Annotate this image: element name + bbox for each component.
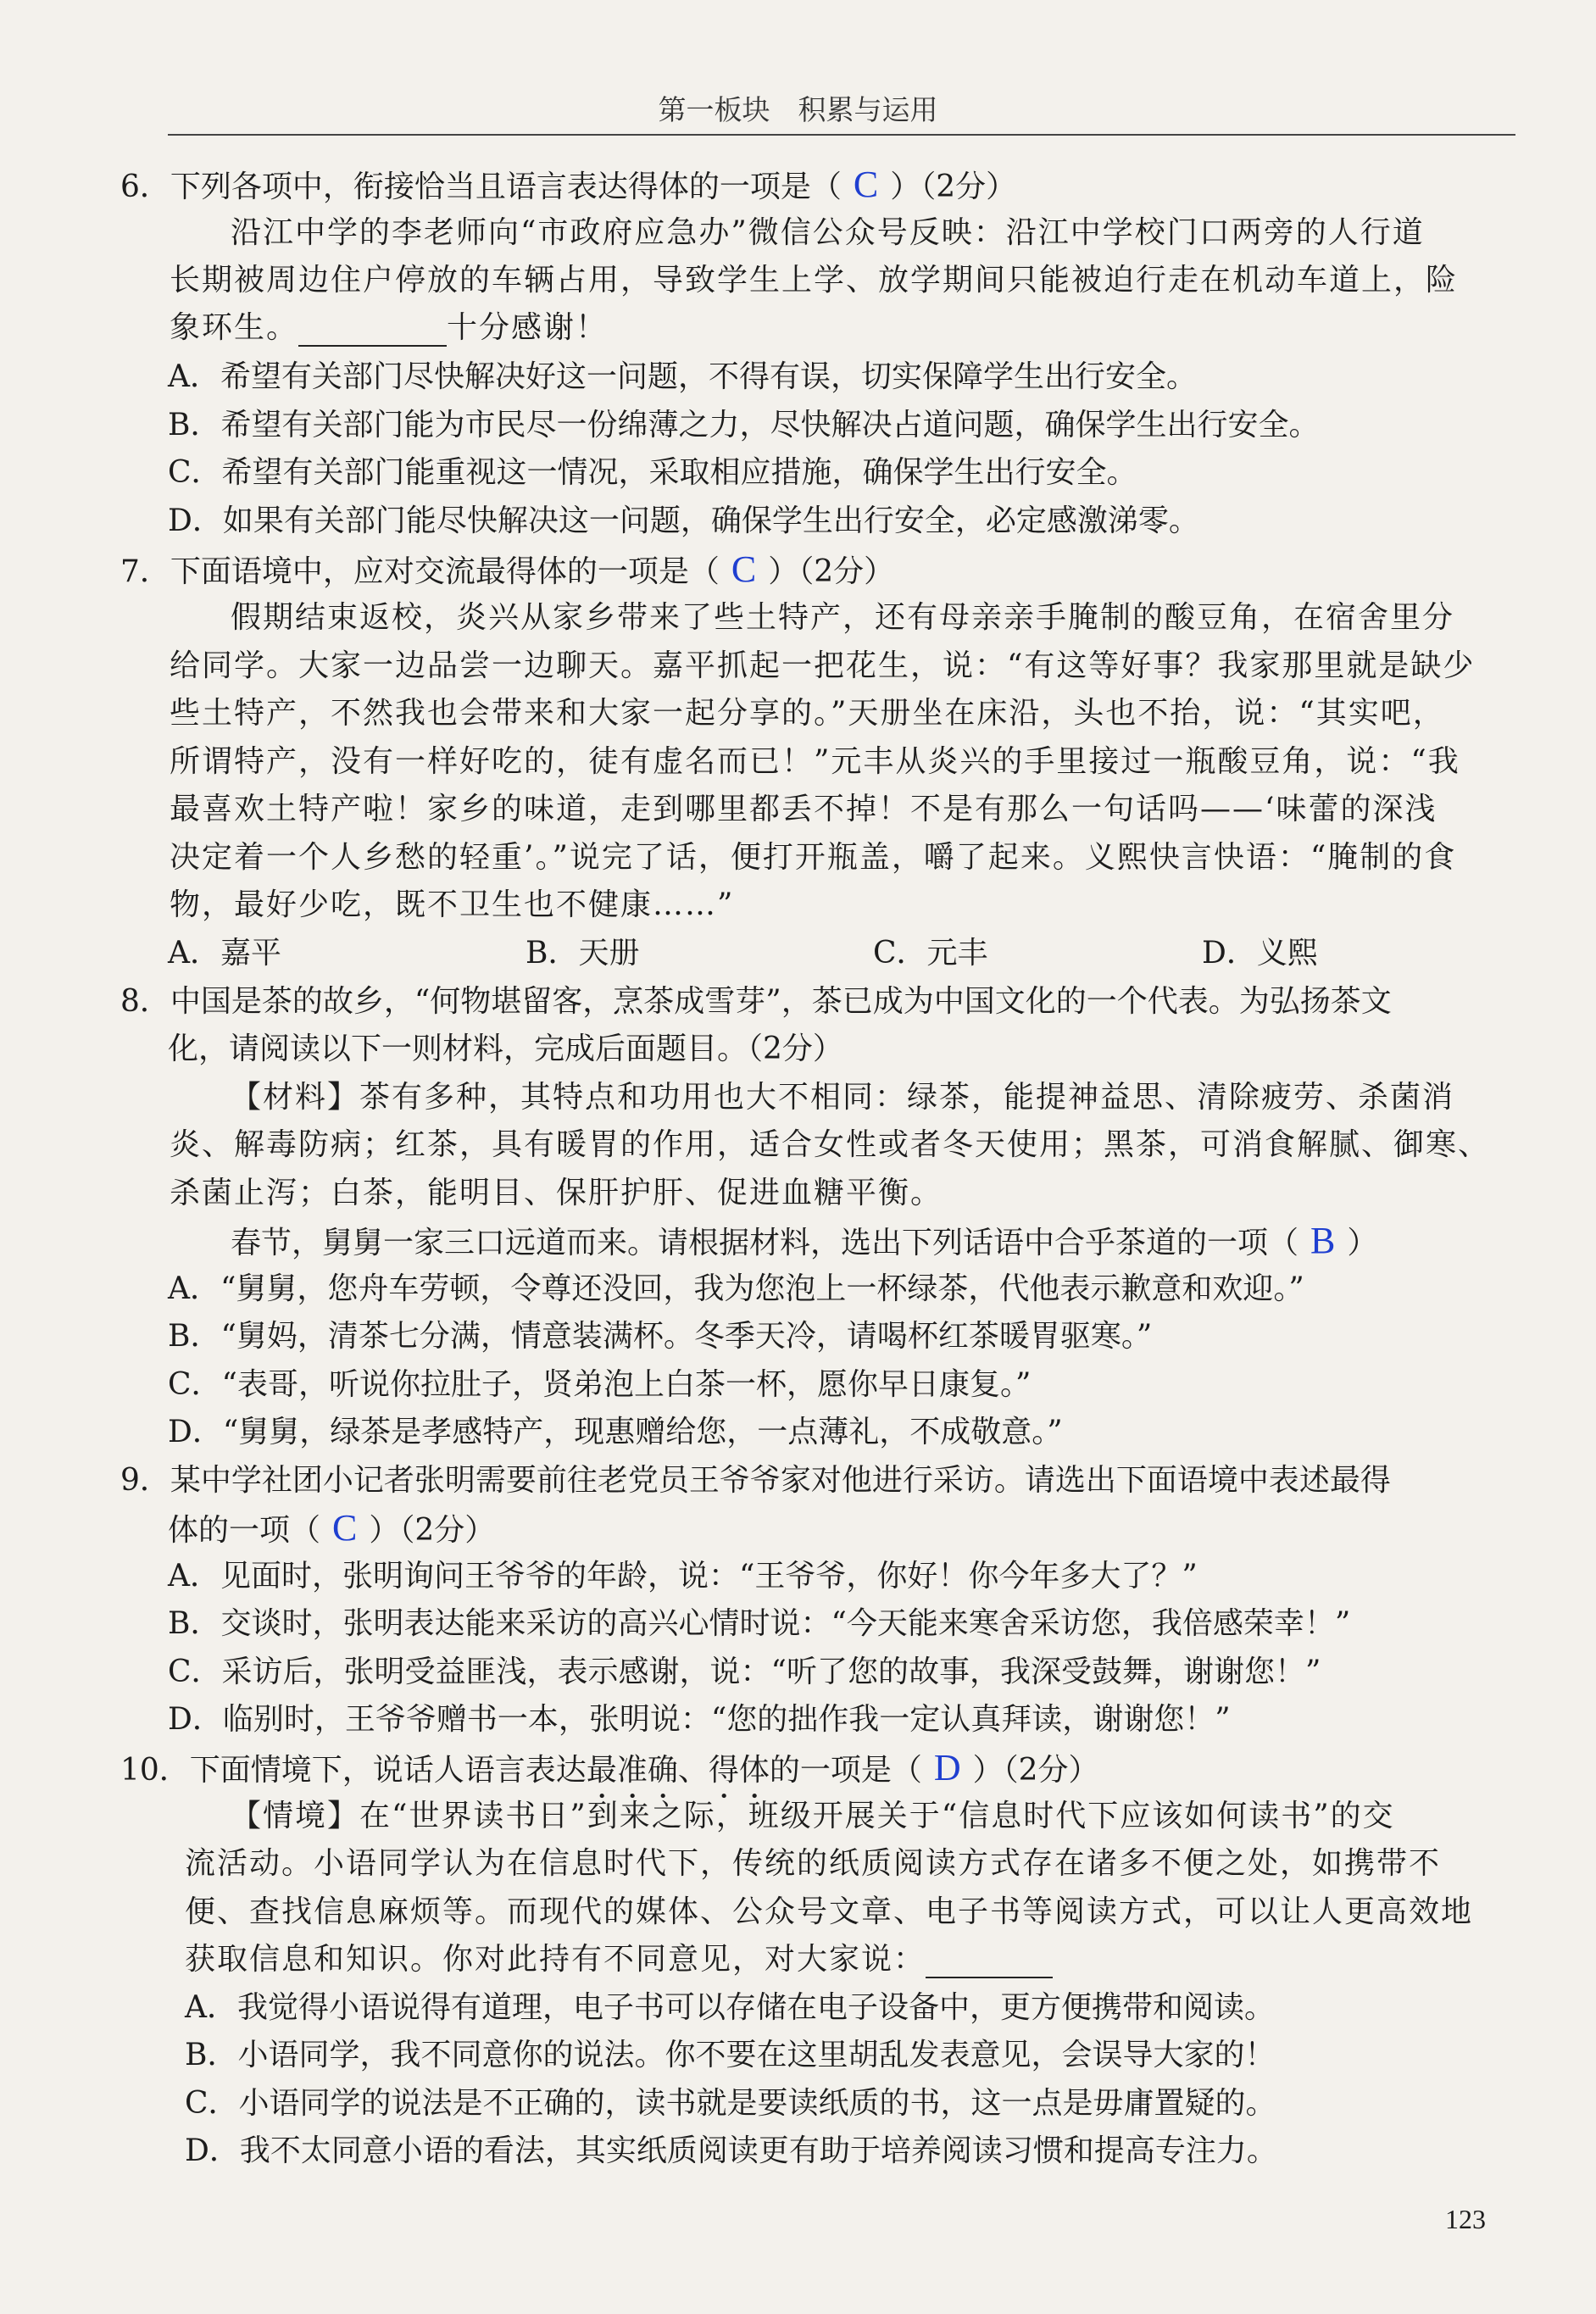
q8-option-c: C．“表哥，听说你拉肚子，贤弟泡上白茶一杯，愿你早日康复。” (168, 1367, 1032, 1402)
q9-stem-line-2 (168, 1507, 496, 1549)
q7-stem-text: 7．下面语境中，应对交流最得体的一项是（ (120, 554, 720, 589)
q9-option-b: B．交谈时，张明表达能来采访的高兴心情时说：“今天能来寒舍采访您，我倍感荣幸！” (168, 1606, 1351, 1641)
q6-material-line-3b: 十分感谢！ (447, 310, 609, 345)
q6-material-line-1: 沿江中学的李老师向“市政府应急办”微信公众号反映：沿江中学校门口两旁的人行道 (231, 215, 1425, 250)
q6-score: ）（2分） (890, 170, 1017, 204)
q7-material-line-1: 假期结束返校，炎兴从家乡带来了些土特产，还有母亲亲手腌制的酸豆角，在宿舍里分 (231, 600, 1455, 635)
q7-material-line-2: 给同学。大家一边品尝一边聊天。嘉平抓起一把花生，说：“有这等好事？我家那里就是缺少 (170, 648, 1476, 683)
q10-option-b: B．小语同学，我不同意你的说法。你不要在这里胡乱发表意见，会误导大家的！ (185, 2038, 1276, 2072)
q6-answer: C (853, 164, 879, 205)
q7-material-line-7: 物，最好少吃，既不卫生也不健康……” (170, 887, 735, 922)
page-number: 123 (1445, 2204, 1486, 2234)
q6-stem (120, 166, 1016, 206)
q10-emphasis-1: 最准确 (586, 1753, 678, 1788)
q8-option-b: B．“舅妈，清茶七分满，情意装满杯。冬季天冷，请喝杯红茶暖胃驱寒。” (168, 1319, 1153, 1354)
q10-material-line-2: 流活动。小语同学认为在信息时代下，传统的纸质阅读方式存在诸多不便之处，如携带不 (185, 1846, 1442, 1881)
q8-question-text: 春节，舅舅一家三口远道而来。请根据材料，选出下列话语中合乎茶道的一项（ (231, 1226, 1299, 1260)
q6-option-a: A．希望有关部门尽快解决好这一问题，不得有误，切实保障学生出行安全。 (168, 359, 1197, 394)
q8-question-end: ） (1347, 1226, 1378, 1260)
q7-material-line-5: 最喜欢土特产啦！家乡的味道，走到哪里都丢不掉！不是有那么一句话吗——‘味蕾的深浅 (170, 792, 1438, 826)
q7-option-d: D．义熙 (1202, 936, 1318, 971)
q8-material-line-3: 杀菌止泻；白茶，能明目、保肝护肝、促进血糖平衡。 (170, 1176, 943, 1210)
q9-stem-text: 体的一项（ (168, 1513, 321, 1548)
q7-score: ）（2分） (768, 554, 895, 589)
q9-option-a: A．见面时，张明询问王爷爷的年龄，说：“王爷爷，你好！你今年多大了？” (168, 1559, 1198, 1594)
q9-answer: C (332, 1507, 358, 1549)
q10-material-line-4-text: 获取信息和知识。你对此持有不同意见，对大家说： (185, 1942, 926, 1977)
q9-option-d: D．临别时，王爷爷赠书一本，张明说：“您的拙作我一定认真拜读，谢谢您！” (168, 1702, 1231, 1737)
q10-option-a: A．我觉得小语说得有道理，电子书可以存储在电子设备中，更方便携带和阅读。 (185, 1990, 1275, 2025)
q10-score: ）（2分） (972, 1753, 1099, 1788)
q7-answer: C (731, 548, 757, 590)
q10-stem-pre: 10．下面情境下，说话人语言表达 (120, 1753, 587, 1788)
q10-material-line-4 (185, 1941, 1053, 1978)
q10-option-d: D．我不太同意小语的看法，其实纸质阅读更有助于培养阅读习惯和提高专注力。 (185, 2133, 1277, 2168)
q6-option-b: B．希望有关部门能为市民尽一份绵薄之力，尽快解决占道问题，确保学生出行安全。 (168, 408, 1320, 442)
q7-stem (120, 548, 895, 591)
q10-material-line-1: 【情境】在“世界读书日”到来之际，班级开展关于“信息时代下应该如何读书”的交 (231, 1799, 1395, 1833)
q6-material-line-3a: 象环生。 (170, 310, 299, 345)
q10-option-c: C．小语同学的说法是不正确的，读书就是要读纸质的书，这一点是毋庸置疑的。 (185, 2086, 1276, 2121)
q8-option-a: A．“舅舅，您舟车劳顿，令尊还没回，我为您泡上一杯绿茶，代他表示歉意和欢迎。” (168, 1271, 1304, 1306)
q8-stem-line-1: 8．中国是茶的故乡，“何物堪留客，烹茶成雪芽”，茶已成为中国文化的一个代表。为弘扬茶文 (120, 984, 1392, 1019)
q8-material-line-1: 【材料】茶有多种，其特点和功用也大不相同：绿茶，能提神益思、清除疲劳、杀菌消 (231, 1080, 1455, 1115)
q8-option-d: D．“舅舅，绿茶是孝感特产，现惠赠给您，一点薄礼，不成敬意。” (168, 1415, 1063, 1449)
q10-emphasis-2: 得体 (708, 1753, 770, 1788)
q6-stem-text: 6．下列各项中，衔接恰当且语言表达得体的一项是（ (120, 170, 842, 204)
q6-fill-blank (298, 314, 447, 347)
q8-question (231, 1222, 1377, 1262)
q8-material-line-2: 炎、解毒防病；红茶，具有暖胃的作用，适合女性或者冬天使用；黑茶，可消食解腻、御寒、 (170, 1127, 1491, 1162)
q7-material-line-4: 所谓特产，没有一样好吃的，徒有虚名而已！”元丰从炎兴的手里接过一瓶酸豆角，说：“我 (170, 744, 1460, 779)
q10-stem-mid: 、 (677, 1753, 709, 1788)
q7-material-line-6: 决定着一个人乡愁的轻重’。”说完了话，便打开瓶盖，嚼了起来。义熙快言快语：“腌制的食 (170, 840, 1457, 875)
q6-material-line-2: 长期被周边住户停放的车辆占用，导致学生上学、放学期间只能被迫行走在机动车道上，险 (170, 263, 1459, 298)
q6-option-c: C．希望有关部门能重视这一情况，采取相应措施，确保学生出行安全。 (168, 455, 1137, 490)
q9-score: ）（2分） (369, 1513, 496, 1548)
q9-option-c: C．采访后，张明受益匪浅，表示感谢，说：“听了您的故事，我深受鼓舞，谢谢您！” (168, 1655, 1321, 1689)
q7-option-c: C．元丰 (873, 936, 988, 971)
q8-answer: B (1310, 1220, 1336, 1261)
header-rule (168, 134, 1515, 136)
q10-fill-blank (926, 1946, 1053, 1978)
q6-option-d: D．如果有关部门能尽快解决这一问题，确保学生出行安全，必定感激涕零。 (168, 503, 1199, 538)
q7-material-line-3: 些土特产，不然我也会带来和大家一起分享的。”天册坐在床沿，头也不抬，说：“其实吧， (170, 696, 1445, 731)
page-header: 第一板块 积累与运用 (658, 93, 938, 126)
q9-stem-line-1: 9．某中学社团小记者张明需要前往老党员王爷爷家对他进行采访。请选出下面语境中表述最得 (120, 1463, 1391, 1498)
q7-option-a: A．嘉平 (168, 936, 281, 971)
q10-stem-post: 的一项是（ (769, 1753, 922, 1788)
q8-stem-line-2: 化，请阅读以下一则材料，完成后面题目。（2分） (168, 1032, 843, 1066)
q6-material-line-3 (170, 309, 608, 347)
q10-material-line-3: 便、查找信息麻烦等。而现代的媒体、公众号文章、电子书等阅读方式，可以让人更高效地 (185, 1894, 1474, 1929)
q10-answer: D (933, 1747, 961, 1788)
q7-option-b: B．天册 (526, 936, 640, 971)
